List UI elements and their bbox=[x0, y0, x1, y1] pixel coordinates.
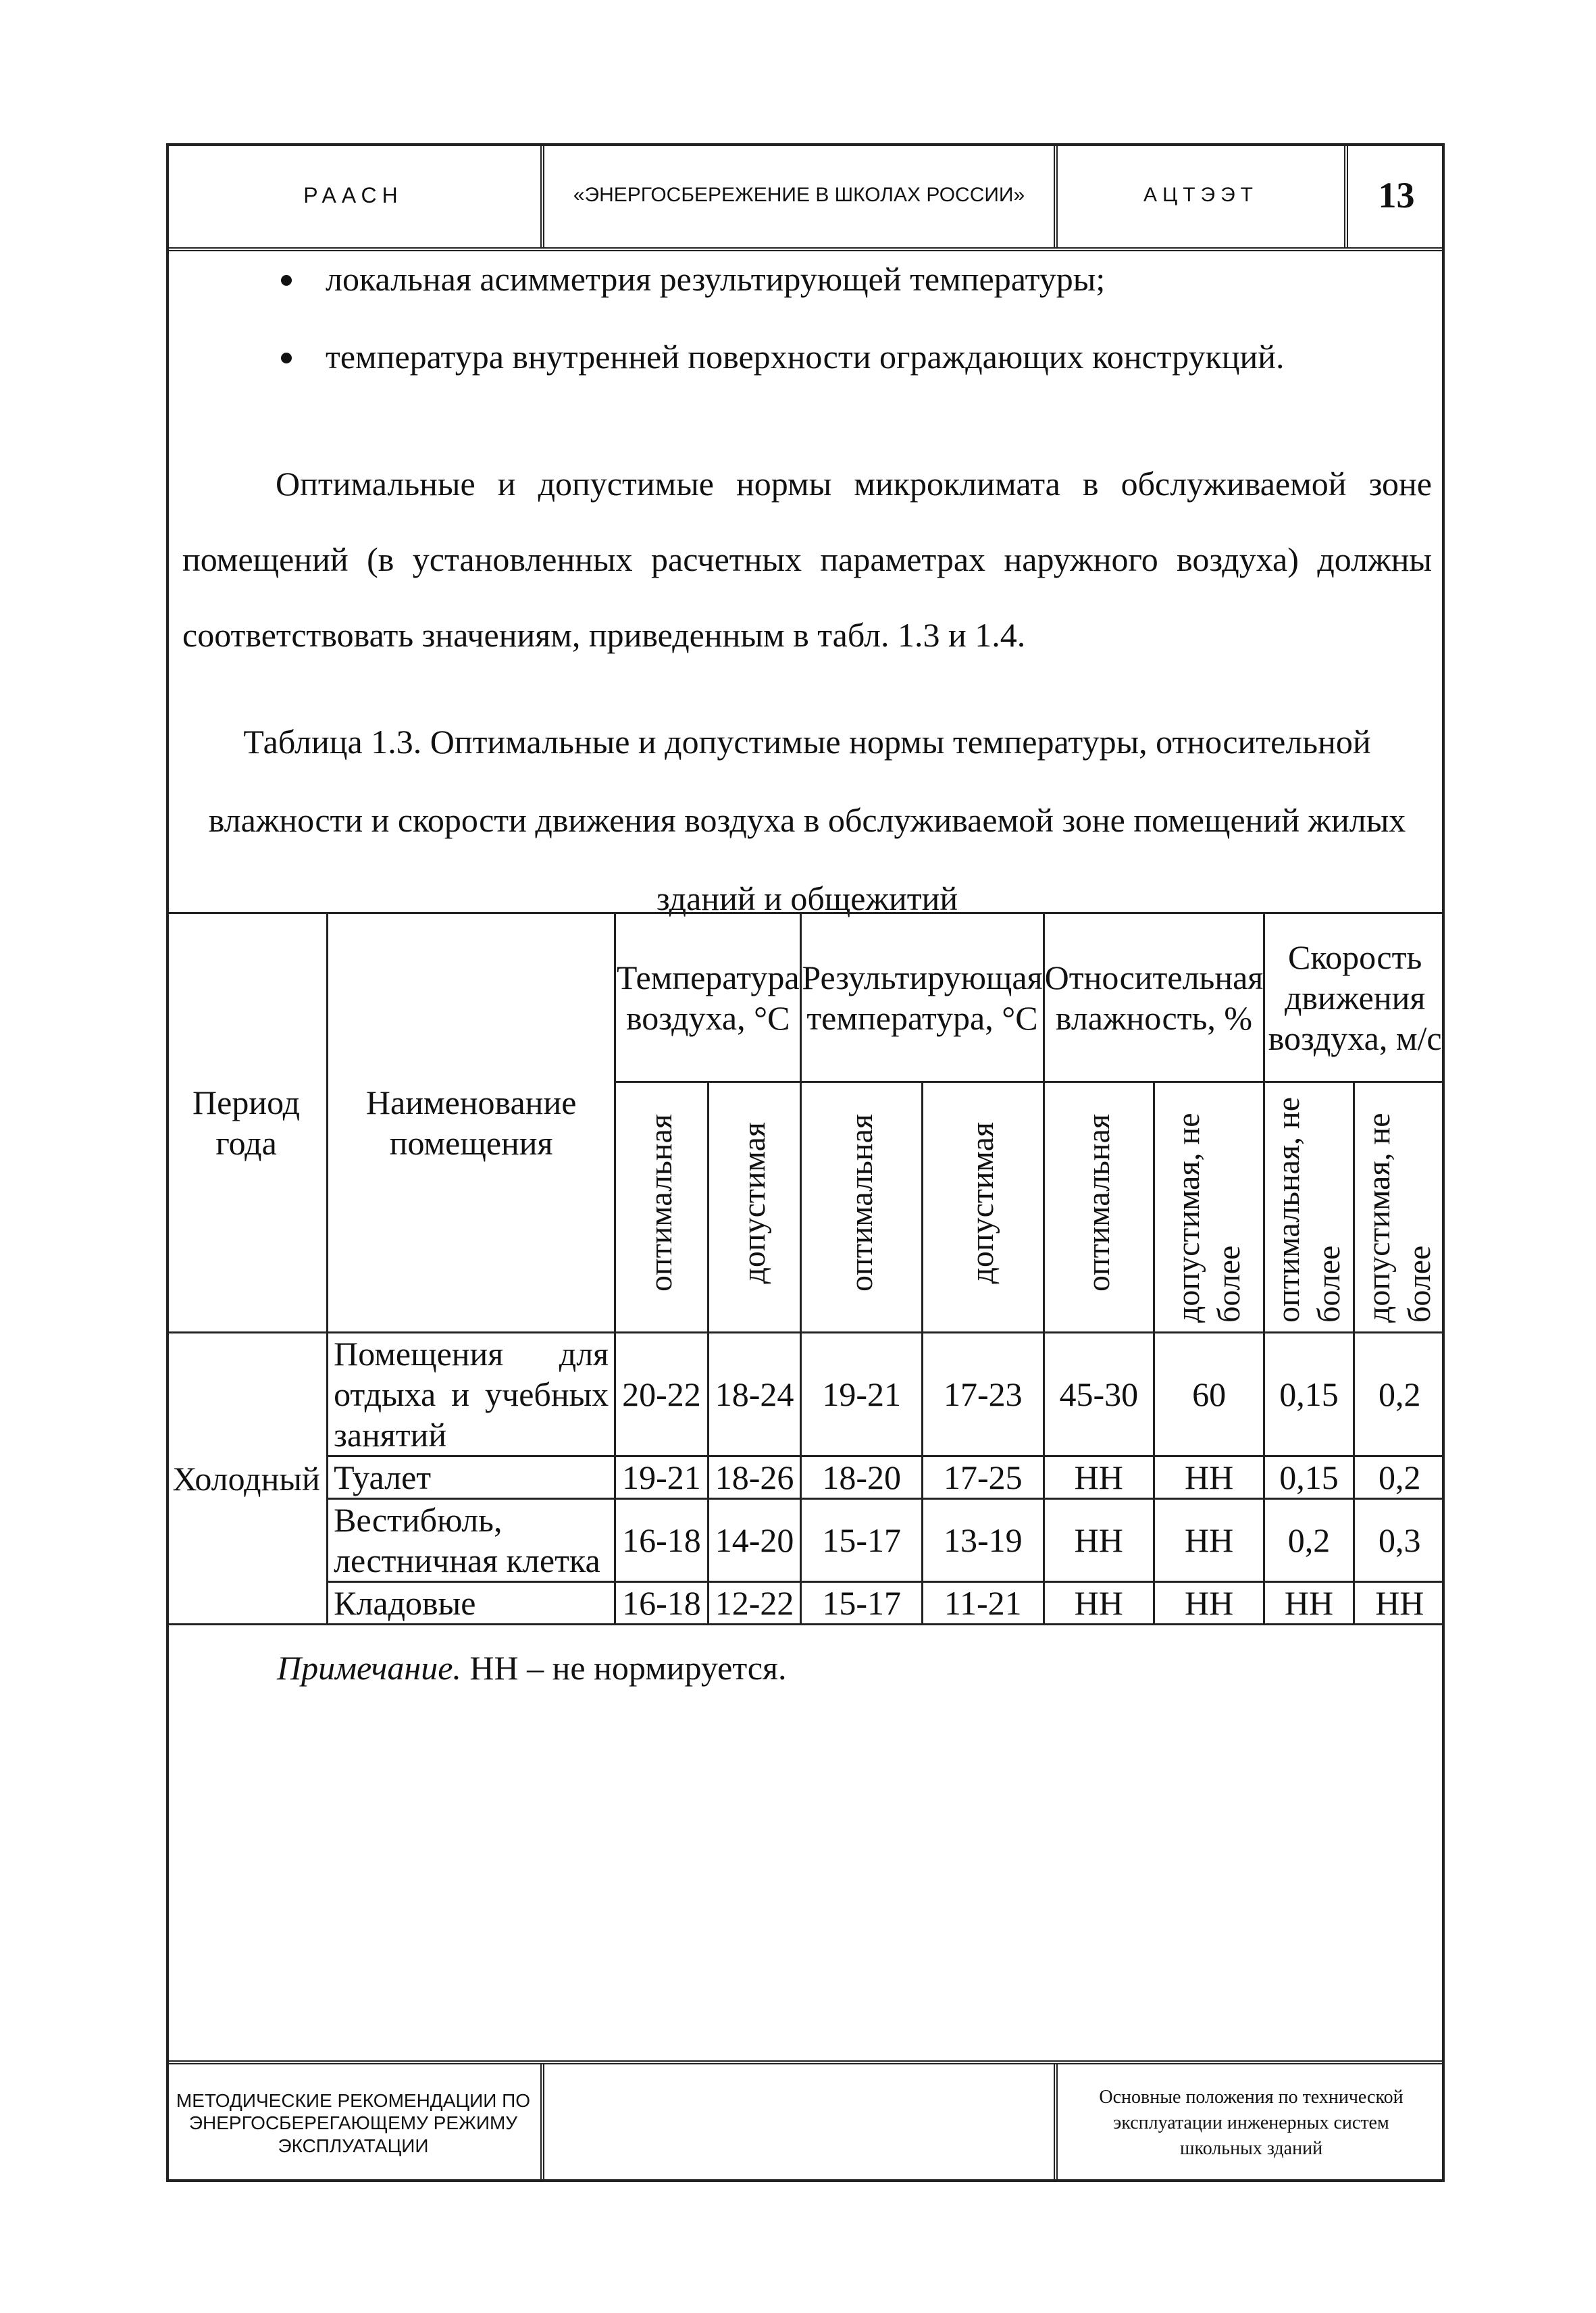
footer-middle bbox=[544, 2064, 1058, 2182]
subheader: допустимая, не более bbox=[1154, 1082, 1264, 1333]
value-cell: 45-30 bbox=[1044, 1333, 1154, 1456]
room-cell: Вестибюль, лестничная клетка bbox=[328, 1499, 615, 1582]
table-row bbox=[166, 1456, 1445, 1499]
value-cell: 16-18 bbox=[615, 1499, 709, 1582]
group-header: Температура воздуха, °С bbox=[615, 913, 801, 1082]
col-period-header: Период года bbox=[166, 913, 328, 1333]
value-cell: 15-17 bbox=[801, 1582, 923, 1625]
value-cell: 20-22 bbox=[615, 1333, 709, 1456]
value-cell: НН bbox=[1154, 1456, 1264, 1499]
value-cell: НН bbox=[1264, 1582, 1354, 1625]
value-cell: 19-21 bbox=[615, 1456, 709, 1499]
subheader: допустимая, не более bbox=[1354, 1082, 1445, 1333]
value-cell: 14-20 bbox=[708, 1499, 801, 1582]
table-row bbox=[166, 1499, 1445, 1582]
table-caption: Таблица 1.3. Оптимальные и допустимые нормы температуры, относительной влажности и скорости движения воздуха в обслуживаемой зоне помещений жилых зданий и общежитий bbox=[208, 723, 1406, 917]
period-cell: Холодный bbox=[166, 1333, 328, 1625]
paragraph-text: Оптимальные и допустимые нормы микроклимата в обслуживаемой зоне помещений (в установленных расчетных параметрах наружного воздуха) должны соответствовать значениям, приведенным в табл. 1.3 и 1.4. bbox=[182, 465, 1432, 654]
table-note bbox=[277, 1648, 787, 1687]
room-cell: Помещения для отдыха и учебных занятий bbox=[328, 1333, 615, 1456]
value-cell: 0,3 bbox=[1354, 1499, 1445, 1582]
header-org: РААСН bbox=[166, 143, 544, 247]
bullet-item: локальная асимметрия результирующей температуры; bbox=[182, 260, 1432, 338]
header-association: АЦТЭЭТ bbox=[1058, 143, 1348, 247]
note-text: НН – не нормируется. bbox=[469, 1649, 787, 1687]
value-cell: 0,2 bbox=[1354, 1333, 1445, 1456]
value-cell: 12-22 bbox=[708, 1582, 801, 1625]
body-paragraph bbox=[182, 446, 1432, 673]
value-cell: 16-18 bbox=[615, 1582, 709, 1625]
value-cell: НН bbox=[1044, 1582, 1154, 1625]
room-cell: Кладовые bbox=[328, 1582, 615, 1625]
bullet-list bbox=[182, 260, 1432, 415]
header-program: «ЭНЕРГОСБЕРЕЖЕНИЕ В ШКОЛАХ РОССИИ» bbox=[544, 143, 1058, 247]
room-cell: Туалет bbox=[328, 1456, 615, 1499]
value-cell: 0,2 bbox=[1264, 1499, 1354, 1582]
value-cell: 17-25 bbox=[922, 1456, 1044, 1499]
value-cell: 18-26 bbox=[708, 1456, 801, 1499]
value-cell: НН bbox=[1154, 1499, 1264, 1582]
page-number: 13 bbox=[1378, 175, 1415, 215]
footer-right: Основные положения по технической эксплуатации инженерных систем школьных зданий bbox=[1099, 2087, 1404, 2159]
value-cell: НН bbox=[1044, 1456, 1154, 1499]
value-cell: 17-23 bbox=[922, 1333, 1044, 1456]
value-cell: НН bbox=[1354, 1582, 1445, 1625]
value-cell: НН bbox=[1044, 1499, 1154, 1582]
group-header: Скорость движения воздуха, м/с bbox=[1264, 913, 1445, 1082]
value-cell: 11-21 bbox=[922, 1582, 1044, 1625]
value-cell: 18-20 bbox=[801, 1456, 923, 1499]
value-cell: 18-24 bbox=[708, 1333, 801, 1456]
value-cell: 13-19 bbox=[922, 1499, 1044, 1582]
subheader: допустимая bbox=[922, 1082, 1044, 1333]
value-cell: НН bbox=[1154, 1582, 1264, 1625]
col-room-header: Наименование помещения bbox=[328, 913, 615, 1333]
group-header: Относительная влажность, % bbox=[1044, 913, 1264, 1082]
norms-table bbox=[166, 912, 1445, 1625]
bullet-item: температура внутренней поверхности ограждающих конструкций. bbox=[182, 338, 1432, 415]
value-cell: 0,15 bbox=[1264, 1456, 1354, 1499]
table-row bbox=[166, 1582, 1445, 1625]
value-cell: 15-17 bbox=[801, 1499, 923, 1582]
value-cell: 0,15 bbox=[1264, 1333, 1354, 1456]
subheader: допустимая bbox=[708, 1082, 801, 1333]
value-cell: 60 bbox=[1154, 1333, 1264, 1456]
value-cell: 19-21 bbox=[801, 1333, 923, 1456]
table-row bbox=[166, 1333, 1445, 1456]
subheader: оптимальная, не более bbox=[1264, 1082, 1354, 1333]
note-label: Примечание. bbox=[277, 1649, 461, 1687]
value-cell: 0,2 bbox=[1354, 1456, 1445, 1499]
subheader: оптимальная bbox=[615, 1082, 709, 1333]
footer-left: МЕТОДИЧЕСКИЕ РЕКОМЕНДАЦИИ ПО ЭНЕРГОСБЕРЕГАЮЩЕМУ РЕЖИМУ ЭКСПЛУАТАЦИИ bbox=[166, 2064, 544, 2182]
group-header: Результирующая температура, °С bbox=[801, 913, 1044, 1082]
page-header bbox=[166, 143, 1445, 251]
page-footer bbox=[166, 2060, 1445, 2182]
subheader: оптимальная bbox=[1044, 1082, 1154, 1333]
subheader: оптимальная bbox=[801, 1082, 923, 1333]
